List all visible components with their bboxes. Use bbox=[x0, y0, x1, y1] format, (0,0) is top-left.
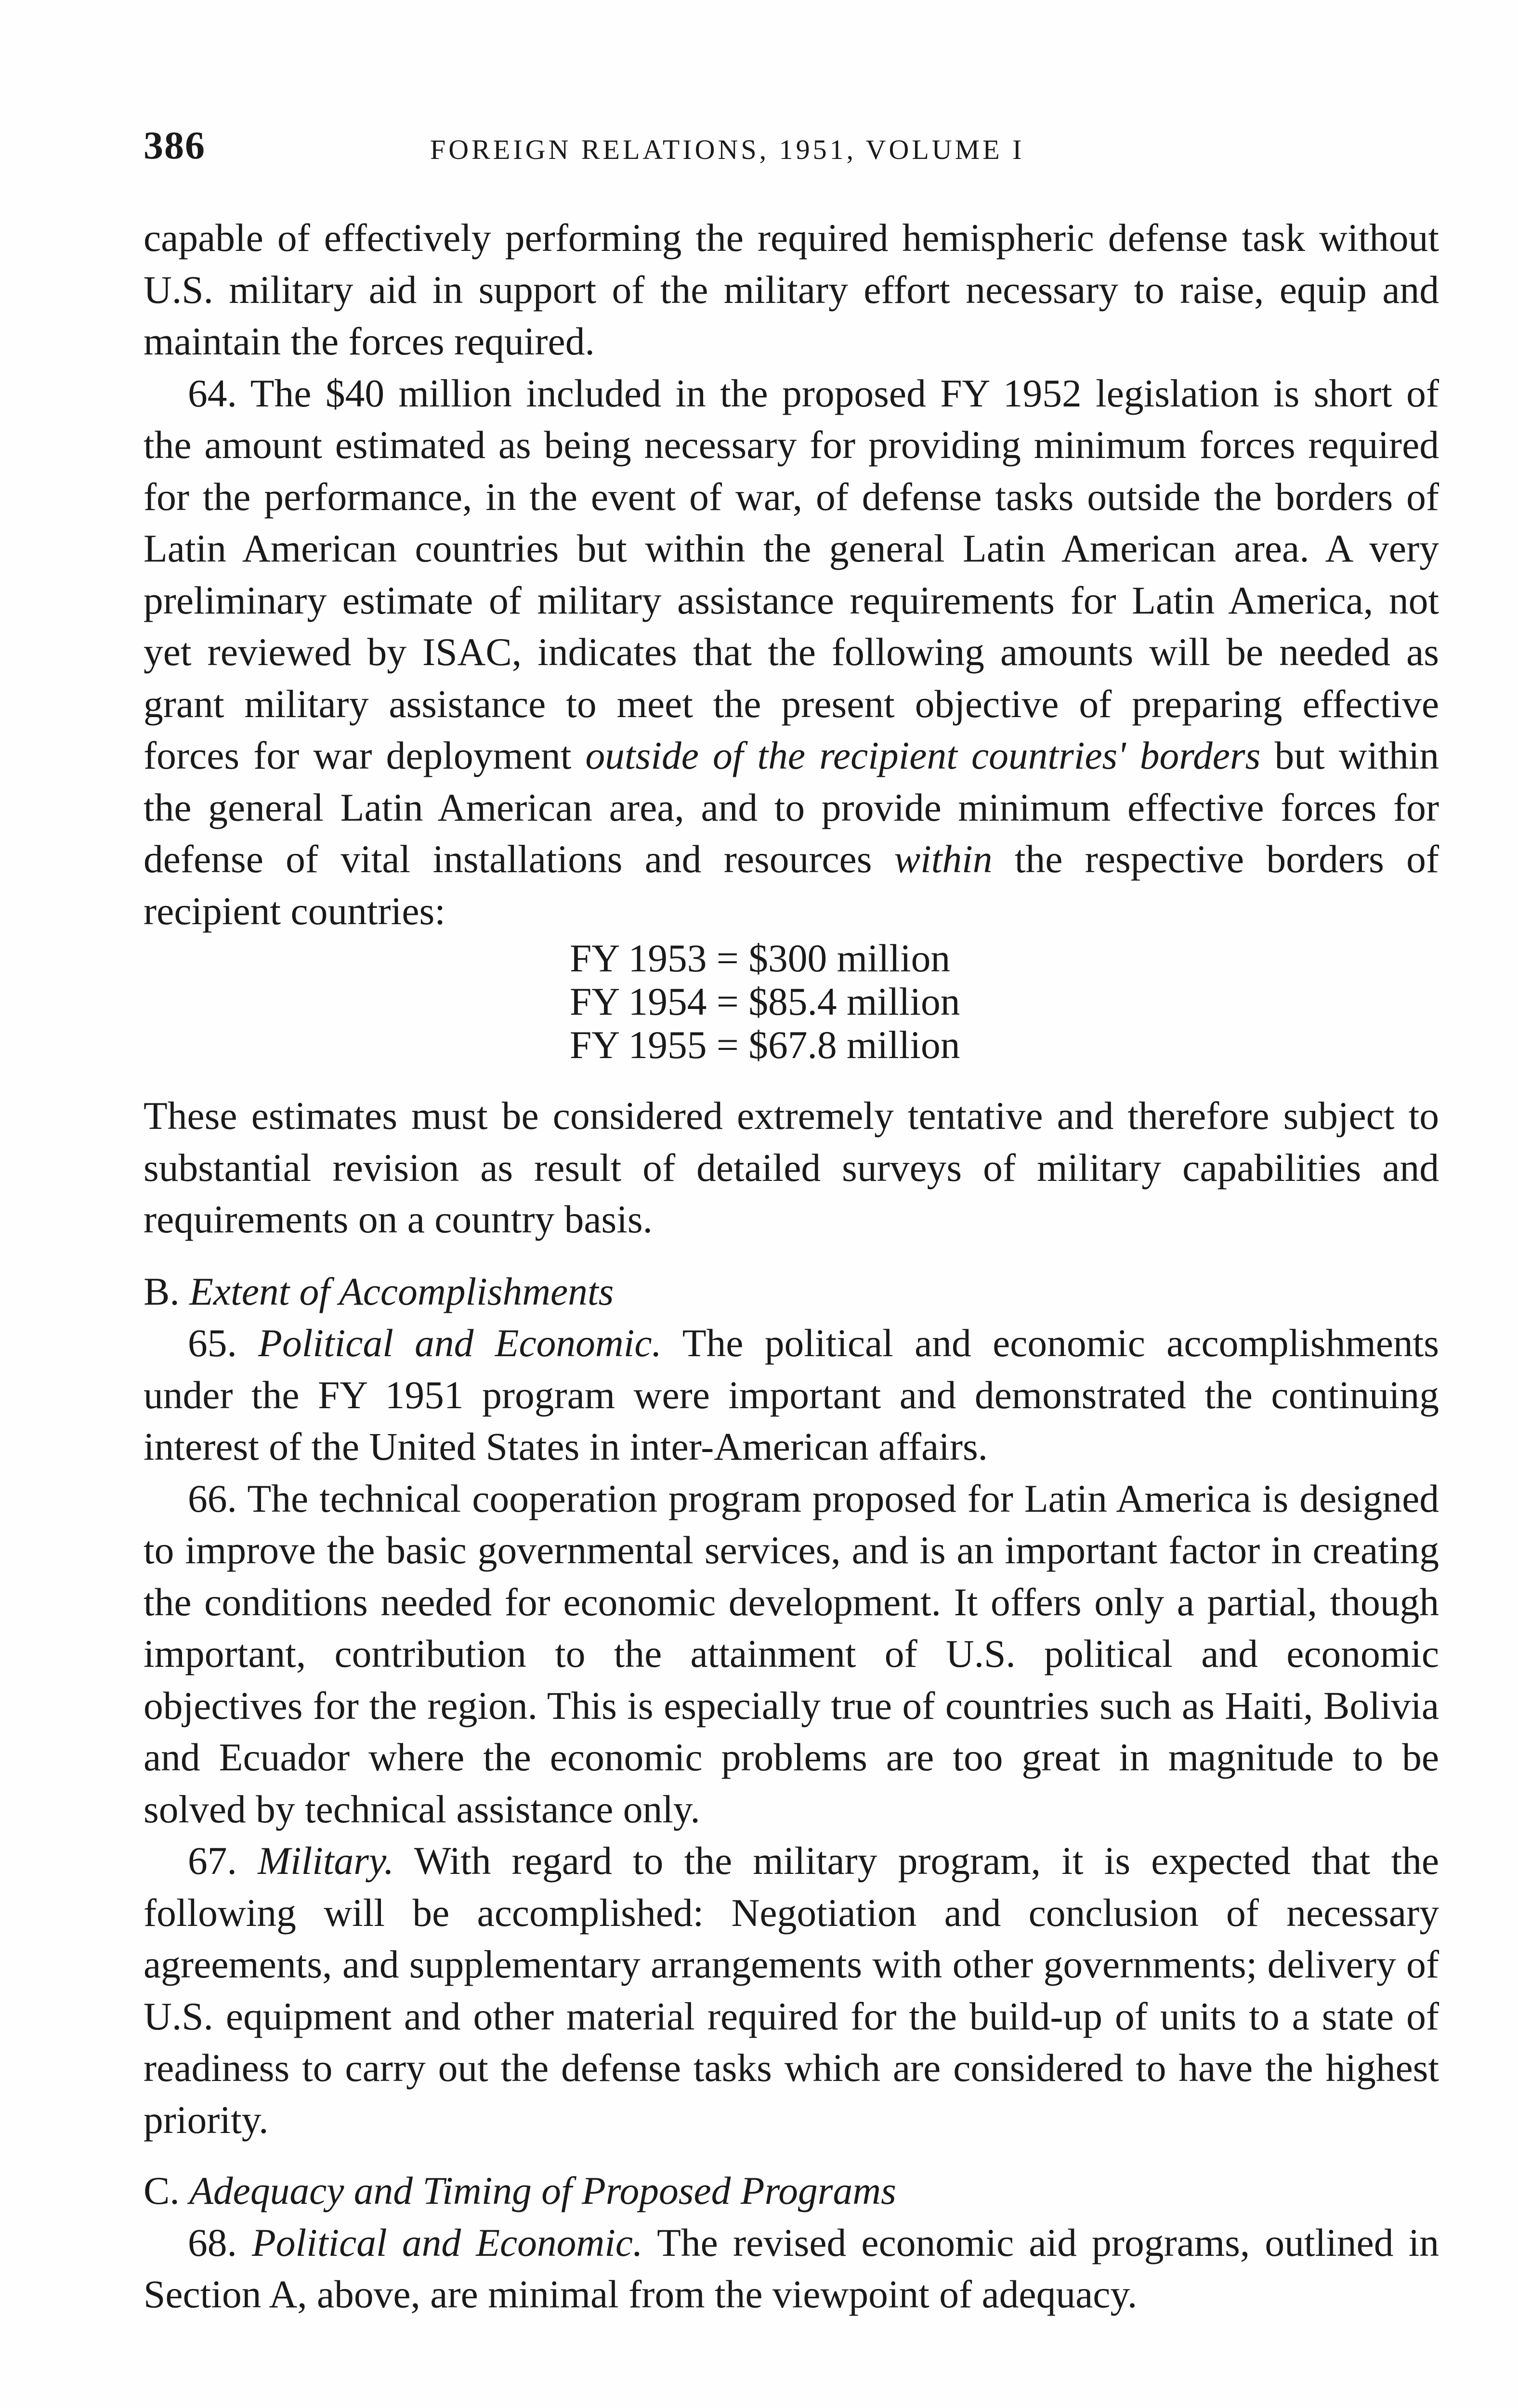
paragraph-text: With regard to the military program, it is expected that the following will be accomplished: Negotiation and conclusion of necessary agreements, and supplementary arrangements with other governments; delivery of U.S. equipment and other material required for the build-up of units to a state of readiness to carry out the defense tasks which are considered to have the highest priority. bbox=[144, 1839, 1439, 2142]
italic-word: within bbox=[894, 837, 993, 881]
paragraph-64 bbox=[144, 367, 1439, 937]
section-title: Adequacy and Timing of Proposed Programs bbox=[189, 2169, 896, 2212]
paragraph-number: 67. bbox=[188, 1839, 237, 1883]
page-header bbox=[144, 123, 1439, 176]
section-letter: B. bbox=[144, 1269, 180, 1313]
paragraph-heading: Military. bbox=[258, 1839, 394, 1883]
page-number: 386 bbox=[144, 123, 206, 167]
paragraph-heading: Political and Economic. bbox=[258, 1321, 662, 1365]
paragraph-66 bbox=[144, 1473, 1439, 1835]
paragraph-number: 68. bbox=[188, 2220, 237, 2264]
paragraph-tentative bbox=[144, 1090, 1439, 1245]
paragraph-text: capable of effectively performing the required hemispheric defense task without U.S. military aid in support of the military effort necessary to raise, equip and maintain the forces required. bbox=[144, 216, 1439, 363]
paragraph-68 bbox=[144, 2217, 1439, 2320]
paragraph-continuation bbox=[144, 212, 1439, 367]
paragraph-text: The revised economic aid programs, outlined in Section A, above, are minimal from the viewpoint of adequacy. bbox=[144, 2220, 1439, 2316]
body-text bbox=[144, 212, 1439, 2320]
section-letter: C. bbox=[144, 2169, 180, 2212]
section-heading-b bbox=[144, 1266, 1439, 1318]
paragraph-number: 65. bbox=[188, 1321, 237, 1365]
section-title: Extent of Accomplishments bbox=[189, 1269, 614, 1313]
running-head: FOREIGN RELATIONS, 1951, VOLUME I bbox=[430, 134, 1025, 165]
paragraph-text: 64. The $40 million included in the proposed FY 1952 legislation is short of the amount estimated as being necessary for providing minimum forces required for the performance, in the event of war, of defense tasks outside the borders of Latin American countries but within the general Latin American area. A very preliminary estimate of military assistance requirements for Latin America, not yet reviewed by ISAC, indicates that the following amounts will be needed as grant military assistance to meet the present objective of preparing effective forces for war deployment bbox=[144, 371, 1439, 777]
paragraph-text: but within the general Latin American area, and to provide minimum effective forces for defense of vital installations and resources bbox=[144, 733, 1439, 881]
estimate-line: FY 1953 = $300 million bbox=[570, 936, 951, 980]
paragraph-text: These estimates must be considered extremely tentative and therefore subject to substantial revision as result of detailed surveys of military capabilities and requirements on a country basis. bbox=[144, 1094, 1439, 1241]
paragraph-text: the respective borders of recipient countries: bbox=[144, 837, 1439, 933]
paragraph-text: The political and economic accomplishments under the FY 1951 program were important and demonstrated the continuing interest of the United States in inter-American affairs. bbox=[144, 1321, 1439, 1468]
section-heading-c bbox=[144, 2165, 1439, 2217]
paragraph-65 bbox=[144, 1317, 1439, 1473]
paragraph-heading: Political and Economic. bbox=[252, 2220, 643, 2264]
estimate-line: FY 1954 = $85.4 million bbox=[570, 980, 960, 1023]
italic-phrase: outside of the recipient countries' borders bbox=[585, 733, 1261, 777]
estimate-line: FY 1955 = $67.8 million bbox=[570, 1023, 960, 1067]
paragraph-67 bbox=[144, 1835, 1439, 2146]
paragraph-text: 66. The technical cooperation program proposed for Latin America is designed to improve the basic governmental services, and is an important factor in creating the conditions needed for economic development. It offers only a partial, though important, contribution to the attainment of U.S. political and economic objectives for the region. This is especially true of countries such as Haiti, Bolivia and Ecuador where the economic problems are too great in magnitude to be solved by technical assistance only. bbox=[144, 1476, 1439, 1831]
estimates-list bbox=[570, 937, 1439, 1067]
